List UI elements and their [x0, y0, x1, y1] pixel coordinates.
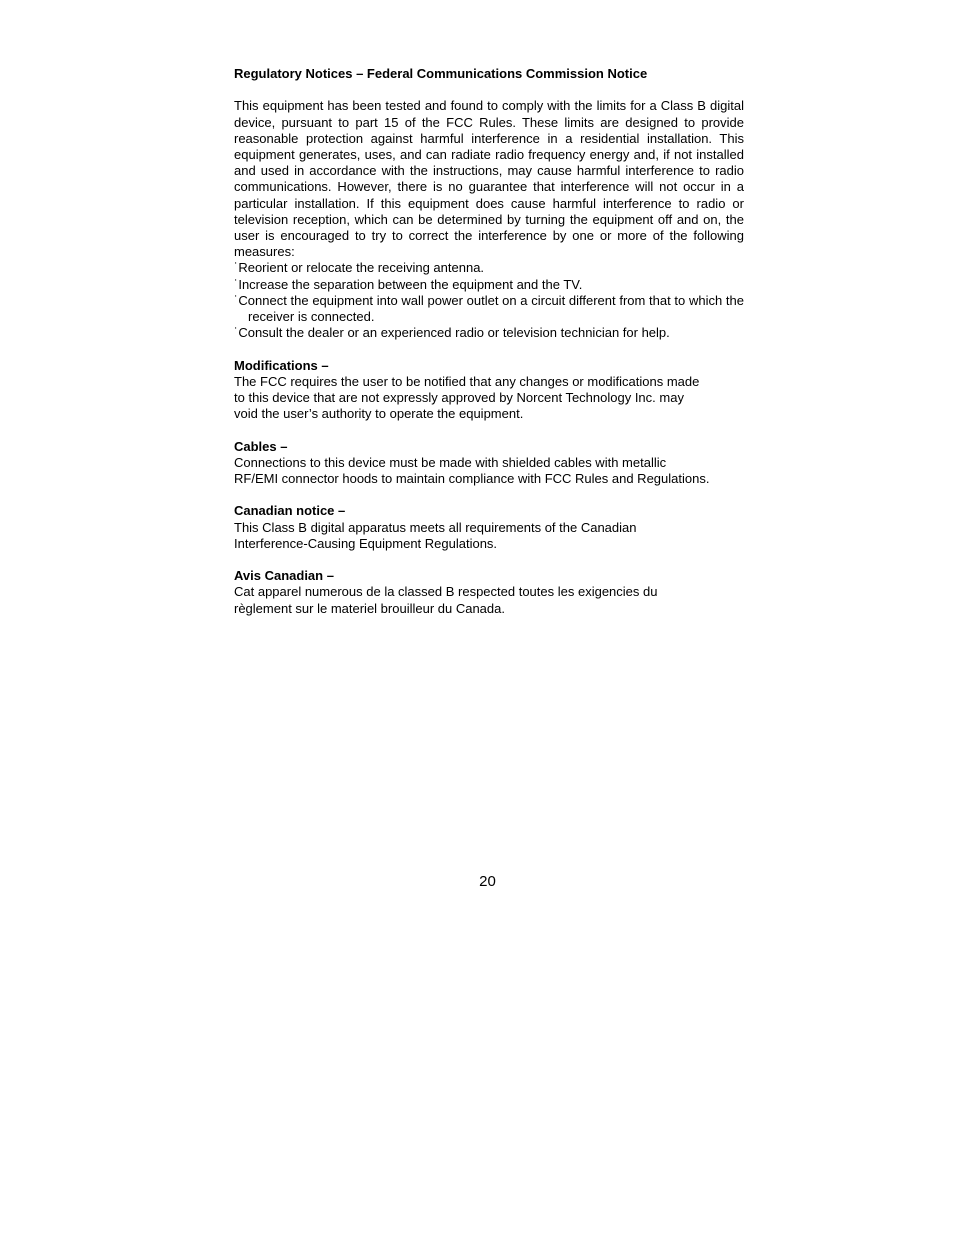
cables-body — [234, 455, 744, 487]
canadian-notice-body — [234, 520, 744, 552]
spacer — [234, 422, 744, 438]
avis-canadian-body — [234, 584, 744, 616]
document-page — [234, 66, 744, 617]
avis-canadian-heading: Avis Canadian – — [234, 568, 334, 584]
body-line: règlement sur le materiel brouilleur du Canada. — [234, 600, 505, 616]
spacer — [234, 341, 744, 357]
modifications-body — [234, 374, 744, 423]
measure-item: ˙Connect the equipment into wall power outlet on a circuit different from that to which the receiver is connected. — [234, 292, 744, 325]
body-line: void the user’s authority to operate the equipment. — [234, 406, 524, 422]
body-line: The FCC requires the user to be notified that any changes or modifications made — [234, 373, 700, 389]
modifications-heading: Modifications – — [234, 357, 329, 373]
spacer — [234, 82, 744, 98]
measure-item: ˙Reorient or relocate the receiving antenna. — [234, 260, 485, 276]
cables-heading: Cables – — [234, 438, 288, 454]
fcc-notice-body: This equipment has been tested and found to comply with the limits for a Class B digital device, pursuant to part 15 of the FCC Rules. These limits are designed to provide reasonable protection against harmful interference in a residential installation. This equipment generates, uses, and can radiate radio frequency energy and, if not installed and used in accordance with the instructions, may cause harmful interference to radio communications. However, there is no guarantee that interference will not occur in a particular installation. If this equipment does cause harmful interference to radio or television reception, which can be determined by turning the equipment off and on, the user is encouraged to try to correct the interference by one or more of the following measures: — [234, 98, 744, 260]
page-number: 20 — [479, 873, 496, 890]
canadian-notice-heading: Canadian notice – — [234, 503, 346, 519]
spacer — [234, 487, 744, 503]
body-line: This Class B digital apparatus meets all requirements of the Canadian — [234, 519, 637, 535]
spacer — [234, 552, 744, 568]
body-line: Interference-Causing Equipment Regulations. — [234, 535, 498, 551]
measure-item: ˙Consult the dealer or an experienced radio or television technician for help. — [234, 325, 670, 341]
body-line: Cat apparel numerous de la classed B respected toutes les exigencies du — [234, 584, 658, 600]
body-line: Connections to this device must be made with shielded cables with metallic — [234, 454, 667, 470]
body-line: RF/EMI connector hoods to maintain compliance with FCC Rules and Regulations. — [234, 471, 710, 487]
page-title: Regulatory Notices – Federal Communications Commission Notice — [234, 66, 648, 81]
measure-item: ˙Increase the separation between the equipment and the TV. — [234, 276, 583, 292]
body-line: to this device that are not expressly approved by Norcent Technology Inc. may — [234, 390, 684, 406]
